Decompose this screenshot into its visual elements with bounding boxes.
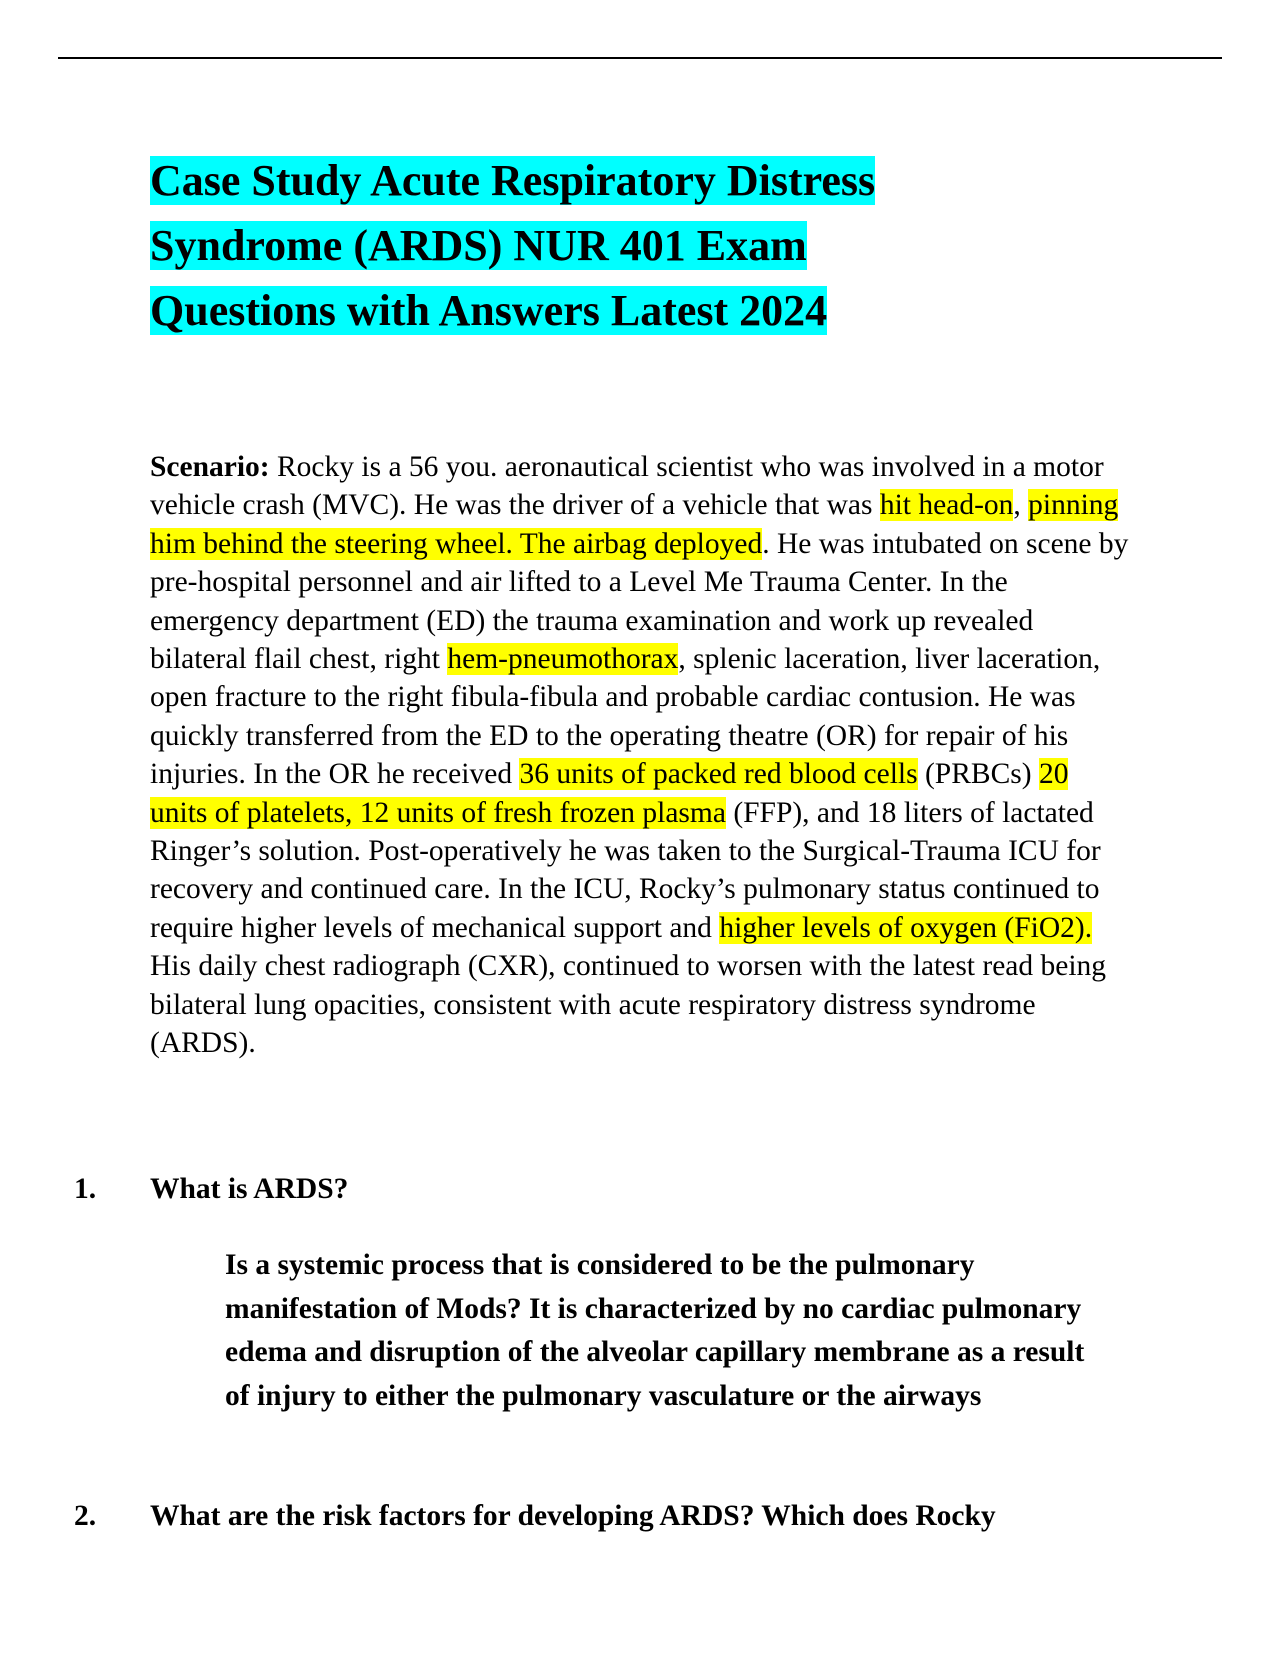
scenario-text: , (1013, 489, 1029, 522)
question-number: 1. (74, 1173, 97, 1205)
scenario-text: . He was intubated on scene by pre-hospital personnel and air lifted to a Level Me Trauma Center. In the emergency department (ED) the trauma examination and work up revealed bilateral flail chest, right (150, 527, 1129, 676)
highlighted-text: higher levels of oxygen (FiO2). (719, 911, 1093, 944)
highlighted-text: 36 units of packed red blood cells (519, 758, 918, 791)
highlighted-text: pinning him behind the steering wheel. The airbag deployed (150, 489, 1119, 560)
scenario-label: Scenario: (150, 451, 270, 483)
question-text: What is ARDS? (150, 1173, 349, 1205)
question-text: What are the risk factors for developing ARDS? Which does Rocky (150, 1500, 996, 1532)
answer-1: Is a systemic process that is considered to be the pulmonary manifestation of Mods? It is characterized by no cardiac pulmonary edema and disruption of the alveolar capillary membrane as a result of injury to either the pulmonary vasculature or the airways (225, 1249, 1085, 1412)
title-line: Case Study Acute Respiratory Distress (150, 156, 876, 205)
highlighted-text: hem-pneumothorax (447, 643, 679, 676)
title-line: Syndrome (ARDS) NUR 401 Exam (150, 221, 807, 270)
highlighted-text: 20 units of platelets, 12 units of fresh frozen plasma (150, 758, 1069, 829)
highlighted-text: hit head-on (879, 489, 1014, 522)
document-title (150, 148, 1030, 343)
scenario-text: (FFP), and 18 liters of lactated Ringer’s solution. Post-operatively he was taken to the Surgical-Trauma ICU for recovery and continued care. In the ICU, Rocky’s pulmonary status continued to require higher levels of mechanical support and (150, 796, 1101, 944)
title-line: Questions with Answers Latest 2024 (150, 286, 828, 335)
question-number: 2. (74, 1500, 97, 1532)
scenario-paragraph (150, 448, 1130, 1063)
scenario-text: Rocky is a 56 you. aeronautical scientist who was involved in a motor vehicle crash (MVC). He was the driver of a vehicle that was (150, 451, 1104, 522)
scenario-text: (PRBCs) (917, 758, 1039, 791)
top-divider (58, 57, 1222, 59)
scenario-text: His daily chest radiograph (CXR), continued to worsen with the latest read being bilateral lung opacities, consistent with acute respiratory distress syndrome (ARDS). (150, 950, 1107, 1060)
scenario-text: , splenic laceration, liver laceration, open fracture to the right fibula-fibula and probable cardiac contusion. He was quickly transferred from the ED to the operating theatre (OR) for repair of his injuries. In the OR he received (150, 643, 1101, 791)
